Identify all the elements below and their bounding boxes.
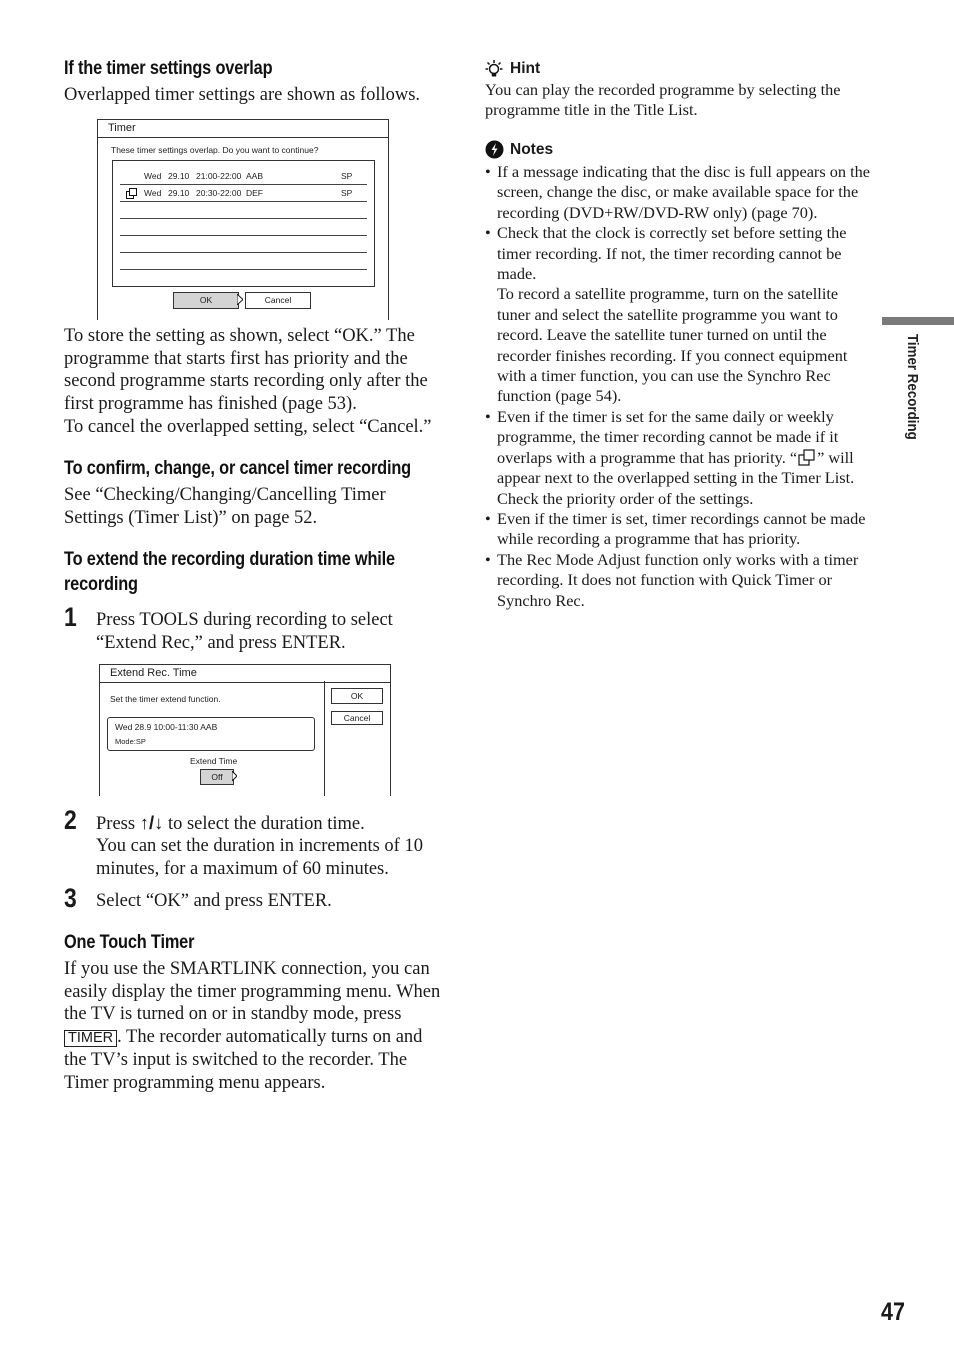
timer-key: TIMER (64, 1030, 117, 1047)
overlap-icon (126, 188, 138, 199)
notes-icon (485, 140, 504, 159)
extend-time-selector[interactable]: Off (200, 769, 234, 785)
note-item-text: Check that the clock is correctly set before setting the timer recording. If not, the timer recording cannot be made. (497, 223, 847, 284)
extend-time-label: Extend Time (190, 756, 238, 766)
note-item: • If a message indicating that the disc is full appears on the screen, change the disc, or make available space for the recording (DVD+RW/DVD-RW only) (page 70). (485, 162, 870, 223)
timer-row-empty (120, 219, 367, 236)
cancel-button[interactable]: Cancel (245, 292, 311, 309)
timer-list-box (112, 160, 375, 287)
row-day: Wed (144, 188, 162, 198)
step-2-number: 2 (64, 805, 77, 835)
row-date: 29.10 (168, 188, 190, 198)
timer-row[interactable] (120, 168, 367, 185)
timer-row-empty (120, 253, 367, 270)
notes-heading: Notes (510, 141, 554, 158)
timer-row-empty (120, 202, 367, 219)
note-item (485, 407, 870, 509)
extend-ok-button[interactable]: OK (331, 688, 383, 704)
cursor-arrow-icon (232, 771, 237, 781)
timer-row-empty (120, 236, 367, 253)
timer-row[interactable] (120, 185, 367, 202)
overlap-cancel-text: To cancel the overlapped setting, select “Cancel.” (64, 417, 432, 437)
row-channel: DEF (246, 188, 263, 198)
extend-rec-screen (99, 664, 391, 796)
step-2-text (96, 812, 456, 836)
row-day: Wed (144, 171, 162, 181)
extend-heading-line2: recording (64, 574, 138, 595)
step-2-text-pre: Press (96, 814, 140, 834)
one-touch-text-pre: If you use the SMARTLINK connection, you can easily display the timer programming menu. When the TV is turned on or in standby mode, press (64, 959, 441, 1025)
cursor-arrow-icon (237, 294, 243, 305)
note-item-text: Even if the timer is set for the same daily or weekly programme, the timer recording cannot be made if it overlaps with a programme that has priority. “ (497, 406, 839, 467)
step-3-number: 3 (64, 883, 77, 913)
step-1-number: 1 (64, 602, 77, 632)
row-date: 29.10 (168, 171, 190, 181)
confirm-heading: To confirm, change, or cancel timer recording (64, 458, 411, 479)
overlap-icon (798, 449, 816, 466)
one-touch-heading: One Touch Timer (64, 932, 195, 953)
up-down-arrows-icon: ↑/↓ (139, 812, 164, 833)
step-3-text: Select “OK” and press ENTER. (96, 891, 332, 911)
row-time: 20:30-22:00 (196, 188, 242, 198)
one-touch-text (64, 958, 449, 1094)
overlap-explanation: To store the setting as shown, select “OK.” The programme that starts first has priority and the second programme starts recording only after the first programme has finished (page 53). (64, 326, 428, 415)
divider (324, 681, 325, 796)
overlap-heading: If the timer settings overlap (64, 58, 273, 79)
note-item: • Even if the timer is set, timer recordings cannot be made while recording a programme that has priority. (485, 509, 870, 550)
step-2-subtext: You can set the duration in increments of 10 minutes, for a maximum of 60 minutes. (96, 836, 423, 879)
timer-overlap-screen (97, 119, 389, 320)
one-touch-text-post: . The recorder automatically turns on and the TV’s input is switched to the recorder. The Timer programming menu appears. (64, 1027, 423, 1093)
extend-screen-title: Extend Rec. Time (100, 665, 390, 683)
extend-info-line1: Wed 28.9 10:00-11:30 AAB (115, 722, 218, 732)
note-item-text: To record a satellite programme, turn on the satellite tuner and select the satellite programme you want to record. Leave the satellite tuner turned on until the recorder finishes recording. If you connect equipment with a timer function, you can use the Synchro Rec function (page 54). (497, 284, 848, 406)
step-1-text: Press TOOLS during recording to select “Extend Rec,” and press ENTER. (96, 610, 393, 653)
timer-screen-message: These timer settings overlap. Do you want to continue? (111, 145, 319, 155)
note-item: • The Rec Mode Adjust function only works with a timer recording. It does not function with Quick Timer or Synchro Rec. (485, 550, 870, 611)
page-number: 47 (881, 1298, 905, 1326)
note-item (485, 223, 870, 407)
row-mode: SP (341, 171, 353, 181)
extend-screen-message: Set the timer extend function. (110, 694, 221, 704)
row-mode: SP (341, 188, 353, 198)
confirm-text: See “Checking/Changing/Cancelling Timer Settings (Timer List)” on page 52. (64, 485, 386, 528)
chapter-tab-marker (882, 317, 954, 325)
extend-info-box (107, 717, 315, 751)
timer-screen-title: Timer (98, 120, 388, 138)
overlap-intro: Overlapped timer settings are shown as follows. (64, 85, 421, 105)
ok-button[interactable]: OK (173, 292, 239, 309)
extend-cancel-button[interactable]: Cancel (331, 711, 383, 725)
extend-info-line2: Mode:SP (115, 737, 146, 746)
hint-heading: Hint (510, 60, 541, 77)
notes-list (485, 162, 870, 611)
row-time: 21:00-22:00 (196, 171, 242, 181)
note-item-text: ” will appear next to the overlapped setting in the Timer List. Check the priority order of the settings. (497, 447, 855, 508)
row-channel: AAB (246, 171, 264, 181)
chapter-side-label: Timer Recording (904, 334, 920, 440)
hint-text: You can play the recorded programme by selecting the programme title in the Title List. (485, 80, 841, 120)
step-2-text-post: to select the duration time. (163, 814, 365, 834)
extend-heading-line1: To extend the recording duration time while (64, 549, 395, 570)
lightbulb-icon (485, 59, 503, 79)
